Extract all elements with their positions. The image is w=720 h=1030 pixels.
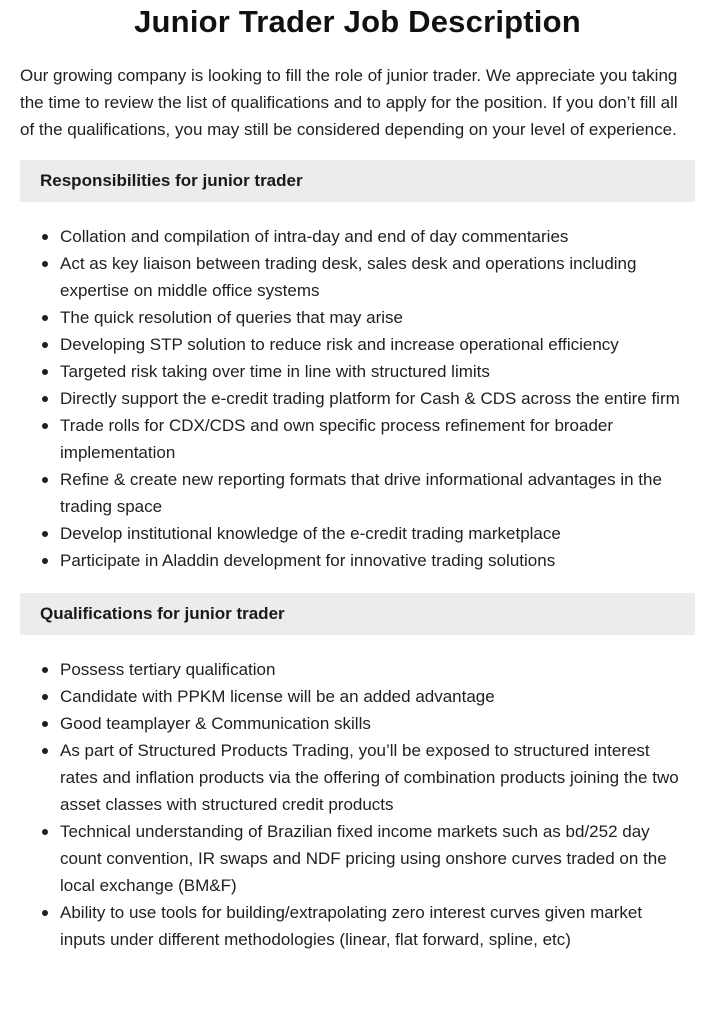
list-item: Targeted risk taking over time in line with structured limits: [60, 358, 695, 385]
qualifications-heading: Qualifications for junior trader: [20, 593, 695, 635]
list-item: Technical understanding of Brazilian fixed income markets such as bd/252 day count convention, IR swaps and NDF pricing using onshore curves traded on the local exchange (BM&F): [60, 818, 695, 899]
list-item: Develop institutional knowledge of the e-credit trading marketplace: [60, 520, 695, 547]
list-item: Trade rolls for CDX/CDS and own specific process refinement for broader implementation: [60, 412, 695, 466]
list-item: Refine & create new reporting formats that drive informational advantages in the trading space: [60, 466, 695, 520]
list-item: Good teamplayer & Communication skills: [60, 710, 695, 737]
list-item: Act as key liaison between trading desk, sales desk and operations including expertise on middle office systems: [60, 250, 695, 304]
page-title: Junior Trader Job Description: [134, 4, 581, 39]
responsibilities-heading: Responsibilities for junior trader: [20, 160, 695, 202]
list-item: Possess tertiary qualification: [60, 656, 695, 683]
job-description-page: [20, 0, 695, 953]
intro-paragraph: Our growing company is looking to fill the role of junior trader. We appreciate you taking the time to review the list of qualifications and to apply for the position. If you don’t fill all of the qualifications, you may still be considered depending on your level of experience.: [20, 66, 678, 139]
list-item: Directly support the e-credit trading platform for Cash & CDS across the entire firm: [60, 385, 695, 412]
list-item: Ability to use tools for building/extrapolating zero interest curves given market inputs under different methodologies (linear, flat forward, spline, etc): [60, 899, 695, 953]
list-item: Developing STP solution to reduce risk and increase operational efficiency: [60, 331, 695, 358]
list-item: As part of Structured Products Trading, you’ll be exposed to structured interest rates and inflation products via the offering of combination products joining the two asset classes with structured credit products: [60, 737, 695, 818]
responsibilities-list: [20, 223, 695, 574]
list-item: The quick resolution of queries that may arise: [60, 304, 695, 331]
list-item: Collation and compilation of intra-day and end of day commentaries: [60, 223, 695, 250]
qualifications-list: [20, 656, 695, 953]
list-item: Participate in Aladdin development for innovative trading solutions: [60, 547, 695, 574]
list-item: Candidate with PPKM license will be an added advantage: [60, 683, 695, 710]
